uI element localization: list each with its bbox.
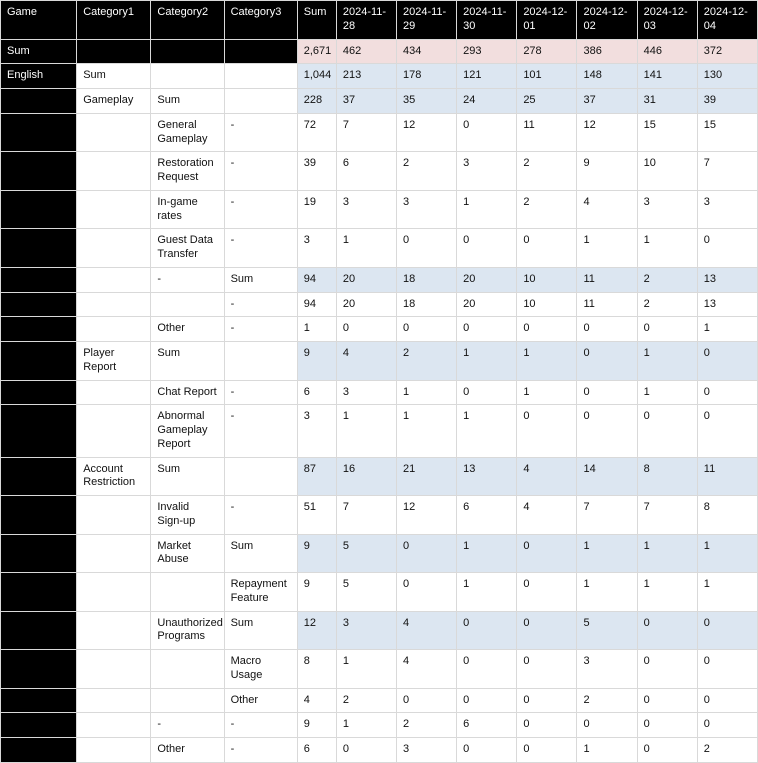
dimension-cell-4: Other bbox=[224, 688, 297, 713]
value-cell-day-6: 0 bbox=[637, 650, 697, 689]
value-cell-day-1: 7 bbox=[336, 496, 396, 535]
value-cell-sum: 9 bbox=[297, 534, 336, 573]
value-cell-day-5: 1 bbox=[577, 534, 637, 573]
dimension-cell-2 bbox=[77, 573, 151, 612]
table-row bbox=[1, 738, 758, 763]
value-cell-day-4: 101 bbox=[517, 64, 577, 89]
dimension-cell-2: Player Report bbox=[77, 342, 151, 381]
value-cell-day-6: 0 bbox=[637, 688, 697, 713]
dimension-cell-4: - bbox=[224, 405, 297, 457]
value-cell-day-1: 5 bbox=[336, 534, 396, 573]
value-cell-day-6: 2 bbox=[637, 292, 697, 317]
table-row bbox=[1, 650, 758, 689]
value-cell-day-4: 11 bbox=[517, 113, 577, 152]
value-cell-day-4: 25 bbox=[517, 89, 577, 114]
value-cell-day-7: 130 bbox=[697, 64, 757, 89]
value-cell-day-5: 14 bbox=[577, 457, 637, 496]
column-header-date-3[interactable]: 2024-11-30 bbox=[457, 1, 517, 40]
value-cell-sum: 39 bbox=[297, 152, 336, 191]
dimension-cell-3 bbox=[151, 573, 224, 612]
value-cell-day-4: 1 bbox=[517, 380, 577, 405]
table-row bbox=[1, 317, 758, 342]
dimension-cell-4: - bbox=[224, 113, 297, 152]
column-header-category1[interactable]: Category1 bbox=[77, 1, 151, 40]
value-cell-day-3: 0 bbox=[457, 688, 517, 713]
column-header-sum[interactable]: Sum bbox=[297, 1, 336, 40]
value-cell-day-5: 1 bbox=[577, 738, 637, 763]
value-cell-day-2: 21 bbox=[397, 457, 457, 496]
value-cell-sum: 1,044 bbox=[297, 64, 336, 89]
value-cell-day-7: 372 bbox=[697, 39, 757, 64]
value-cell-sum: 72 bbox=[297, 113, 336, 152]
value-cell-day-6: 1 bbox=[637, 573, 697, 612]
dimension-cell-4: - bbox=[224, 317, 297, 342]
dimension-cell-3: Sum bbox=[151, 457, 224, 496]
value-cell-day-1: 0 bbox=[336, 317, 396, 342]
value-cell-day-6: 7 bbox=[637, 496, 697, 535]
column-header-date-1[interactable]: 2024-11-28 bbox=[336, 1, 396, 40]
dimension-cell-2: Sum bbox=[77, 64, 151, 89]
value-cell-day-1: 6 bbox=[336, 152, 396, 191]
value-cell-day-3: 6 bbox=[457, 713, 517, 738]
value-cell-day-4: 2 bbox=[517, 190, 577, 229]
value-cell-sum: 19 bbox=[297, 190, 336, 229]
value-cell-day-7: 7 bbox=[697, 152, 757, 191]
value-cell-day-3: 24 bbox=[457, 89, 517, 114]
value-cell-day-1: 1 bbox=[336, 650, 396, 689]
dimension-cell-1 bbox=[1, 380, 77, 405]
dimension-cell-1 bbox=[1, 342, 77, 381]
value-cell-day-1: 20 bbox=[336, 267, 396, 292]
dimension-cell-4: Sum bbox=[224, 267, 297, 292]
value-cell-day-5: 0 bbox=[577, 317, 637, 342]
table-row bbox=[1, 457, 758, 496]
value-cell-day-3: 0 bbox=[457, 611, 517, 650]
value-cell-day-4: 0 bbox=[517, 573, 577, 612]
value-cell-sum: 12 bbox=[297, 611, 336, 650]
value-cell-day-2: 12 bbox=[397, 113, 457, 152]
dimension-cell-1 bbox=[1, 611, 77, 650]
value-cell-day-2: 18 bbox=[397, 267, 457, 292]
value-cell-day-4: 0 bbox=[517, 317, 577, 342]
value-cell-day-5: 5 bbox=[577, 611, 637, 650]
value-cell-day-5: 0 bbox=[577, 342, 637, 381]
dimension-cell-3 bbox=[151, 64, 224, 89]
dimension-cell-2 bbox=[77, 229, 151, 268]
value-cell-day-5: 386 bbox=[577, 39, 637, 64]
column-header-date-5[interactable]: 2024-12-02 bbox=[577, 1, 637, 40]
dimension-cell-2 bbox=[77, 292, 151, 317]
value-cell-day-7: 1 bbox=[697, 534, 757, 573]
value-cell-day-4: 278 bbox=[517, 39, 577, 64]
value-cell-sum: 3 bbox=[297, 405, 336, 457]
value-cell-day-6: 446 bbox=[637, 39, 697, 64]
value-cell-day-4: 0 bbox=[517, 534, 577, 573]
value-cell-day-1: 20 bbox=[336, 292, 396, 317]
value-cell-day-1: 0 bbox=[336, 738, 396, 763]
value-cell-day-1: 213 bbox=[336, 64, 396, 89]
value-cell-day-3: 1 bbox=[457, 573, 517, 612]
dimension-cell-2 bbox=[77, 380, 151, 405]
value-cell-day-6: 1 bbox=[637, 534, 697, 573]
dimension-cell-1 bbox=[1, 738, 77, 763]
dimension-cell-3 bbox=[151, 39, 224, 64]
value-cell-day-5: 1 bbox=[577, 573, 637, 612]
value-cell-day-6: 10 bbox=[637, 152, 697, 191]
value-cell-day-1: 1 bbox=[336, 229, 396, 268]
value-cell-day-7: 15 bbox=[697, 113, 757, 152]
dimension-cell-2 bbox=[77, 650, 151, 689]
dimension-cell-3: In-game rates bbox=[151, 190, 224, 229]
value-cell-day-4: 0 bbox=[517, 738, 577, 763]
value-cell-day-2: 0 bbox=[397, 573, 457, 612]
dimension-cell-4: Macro Usage bbox=[224, 650, 297, 689]
table-row bbox=[1, 713, 758, 738]
value-cell-day-2: 4 bbox=[397, 611, 457, 650]
dimension-cell-3: Guest Data Transfer bbox=[151, 229, 224, 268]
table-row bbox=[1, 89, 758, 114]
value-cell-day-6: 141 bbox=[637, 64, 697, 89]
value-cell-day-1: 462 bbox=[336, 39, 396, 64]
dimension-cell-2: Account Restriction bbox=[77, 457, 151, 496]
value-cell-day-7: 0 bbox=[697, 611, 757, 650]
dimension-cell-3: Sum bbox=[151, 342, 224, 381]
value-cell-day-3: 0 bbox=[457, 317, 517, 342]
value-cell-day-1: 5 bbox=[336, 573, 396, 612]
value-cell-sum: 94 bbox=[297, 267, 336, 292]
dimension-cell-2 bbox=[77, 267, 151, 292]
value-cell-day-4: 4 bbox=[517, 496, 577, 535]
dimension-cell-3: Chat Report bbox=[151, 380, 224, 405]
value-cell-day-4: 2 bbox=[517, 152, 577, 191]
dimension-cell-1 bbox=[1, 292, 77, 317]
value-cell-day-1: 37 bbox=[336, 89, 396, 114]
column-header-date-7[interactable]: 2024-12-04 bbox=[697, 1, 757, 40]
dimension-cell-1 bbox=[1, 457, 77, 496]
value-cell-day-4: 0 bbox=[517, 229, 577, 268]
dimension-cell-3: Restoration Request bbox=[151, 152, 224, 191]
dimension-cell-3: Market Abuse bbox=[151, 534, 224, 573]
dimension-cell-2: Gameplay bbox=[77, 89, 151, 114]
value-cell-day-2: 35 bbox=[397, 89, 457, 114]
dimension-cell-3: Other bbox=[151, 738, 224, 763]
value-cell-day-1: 2 bbox=[336, 688, 396, 713]
dimension-cell-2 bbox=[77, 152, 151, 191]
dimension-cell-1 bbox=[1, 229, 77, 268]
value-cell-sum: 6 bbox=[297, 738, 336, 763]
column-header-date-2[interactable]: 2024-11-29 bbox=[397, 1, 457, 40]
value-cell-day-5: 0 bbox=[577, 380, 637, 405]
dimension-cell-1 bbox=[1, 573, 77, 612]
value-cell-sum: 6 bbox=[297, 380, 336, 405]
value-cell-day-2: 1 bbox=[397, 380, 457, 405]
value-cell-day-6: 0 bbox=[637, 611, 697, 650]
value-cell-day-5: 11 bbox=[577, 267, 637, 292]
value-cell-day-3: 3 bbox=[457, 152, 517, 191]
value-cell-day-3: 13 bbox=[457, 457, 517, 496]
value-cell-day-1: 1 bbox=[336, 713, 396, 738]
dimension-cell-4: - bbox=[224, 380, 297, 405]
table-row bbox=[1, 64, 758, 89]
value-cell-day-6: 1 bbox=[637, 342, 697, 381]
value-cell-day-2: 4 bbox=[397, 650, 457, 689]
table-row bbox=[1, 496, 758, 535]
value-cell-day-2: 0 bbox=[397, 688, 457, 713]
value-cell-day-3: 0 bbox=[457, 738, 517, 763]
dimension-cell-2 bbox=[77, 405, 151, 457]
value-cell-day-3: 293 bbox=[457, 39, 517, 64]
column-header-date-6[interactable]: 2024-12-03 bbox=[637, 1, 697, 40]
value-cell-day-2: 12 bbox=[397, 496, 457, 535]
value-cell-day-2: 2 bbox=[397, 713, 457, 738]
value-cell-day-4: 0 bbox=[517, 713, 577, 738]
value-cell-day-2: 0 bbox=[397, 317, 457, 342]
value-cell-day-6: 0 bbox=[637, 405, 697, 457]
table-row bbox=[1, 573, 758, 612]
dimension-cell-4: - bbox=[224, 152, 297, 191]
value-cell-day-5: 2 bbox=[577, 688, 637, 713]
value-cell-day-7: 39 bbox=[697, 89, 757, 114]
dimension-cell-2 bbox=[77, 113, 151, 152]
value-cell-sum: 94 bbox=[297, 292, 336, 317]
value-cell-day-3: 0 bbox=[457, 650, 517, 689]
table-row bbox=[1, 380, 758, 405]
dimension-cell-4 bbox=[224, 39, 297, 64]
value-cell-day-3: 1 bbox=[457, 534, 517, 573]
value-cell-day-5: 3 bbox=[577, 650, 637, 689]
value-cell-day-4: 1 bbox=[517, 342, 577, 381]
value-cell-day-5: 37 bbox=[577, 89, 637, 114]
header-row bbox=[1, 1, 758, 40]
dimension-cell-3 bbox=[151, 650, 224, 689]
value-cell-day-3: 1 bbox=[457, 405, 517, 457]
value-cell-day-7: 2 bbox=[697, 738, 757, 763]
dimension-cell-2 bbox=[77, 39, 151, 64]
column-header-category3[interactable]: Category3 bbox=[224, 1, 297, 40]
value-cell-sum: 4 bbox=[297, 688, 336, 713]
dimension-cell-4: Sum bbox=[224, 534, 297, 573]
table-body bbox=[1, 39, 758, 762]
dimension-cell-1 bbox=[1, 317, 77, 342]
column-header-category2[interactable]: Category2 bbox=[151, 1, 224, 40]
dimension-cell-1 bbox=[1, 405, 77, 457]
dimension-cell-1 bbox=[1, 496, 77, 535]
value-cell-day-7: 1 bbox=[697, 573, 757, 612]
dimension-cell-4: - bbox=[224, 229, 297, 268]
value-cell-day-1: 1 bbox=[336, 405, 396, 457]
table-header bbox=[1, 1, 758, 40]
table-row bbox=[1, 267, 758, 292]
value-cell-day-1: 16 bbox=[336, 457, 396, 496]
value-cell-day-2: 18 bbox=[397, 292, 457, 317]
value-cell-day-4: 10 bbox=[517, 267, 577, 292]
dimension-cell-4: - bbox=[224, 713, 297, 738]
value-cell-day-5: 11 bbox=[577, 292, 637, 317]
dimension-cell-3: - bbox=[151, 267, 224, 292]
table-row bbox=[1, 190, 758, 229]
value-cell-day-1: 7 bbox=[336, 113, 396, 152]
table-row bbox=[1, 152, 758, 191]
value-cell-day-2: 0 bbox=[397, 229, 457, 268]
value-cell-sum: 9 bbox=[297, 573, 336, 612]
dimension-cell-2 bbox=[77, 534, 151, 573]
value-cell-day-6: 15 bbox=[637, 113, 697, 152]
value-cell-day-3: 1 bbox=[457, 190, 517, 229]
dimension-cell-1 bbox=[1, 534, 77, 573]
dimension-cell-3: Invalid Sign-up bbox=[151, 496, 224, 535]
dimension-cell-4: - bbox=[224, 496, 297, 535]
value-cell-day-2: 1 bbox=[397, 405, 457, 457]
dimension-cell-4 bbox=[224, 89, 297, 114]
value-cell-day-3: 121 bbox=[457, 64, 517, 89]
dimension-cell-1 bbox=[1, 267, 77, 292]
value-cell-day-7: 0 bbox=[697, 229, 757, 268]
value-cell-day-4: 0 bbox=[517, 688, 577, 713]
value-cell-day-6: 1 bbox=[637, 229, 697, 268]
dimension-cell-1: English bbox=[1, 64, 77, 89]
dimension-cell-4: - bbox=[224, 292, 297, 317]
value-cell-day-7: 0 bbox=[697, 650, 757, 689]
dimension-cell-2 bbox=[77, 317, 151, 342]
dimension-cell-4: Repayment Feature bbox=[224, 573, 297, 612]
value-cell-day-7: 0 bbox=[697, 342, 757, 381]
table-row bbox=[1, 405, 758, 457]
dimension-cell-1 bbox=[1, 190, 77, 229]
dimension-cell-2 bbox=[77, 611, 151, 650]
value-cell-day-1: 3 bbox=[336, 611, 396, 650]
value-cell-day-7: 8 bbox=[697, 496, 757, 535]
value-cell-day-7: 0 bbox=[697, 713, 757, 738]
value-cell-day-1: 3 bbox=[336, 380, 396, 405]
value-cell-day-6: 0 bbox=[637, 738, 697, 763]
value-cell-day-4: 0 bbox=[517, 650, 577, 689]
value-cell-day-6: 2 bbox=[637, 267, 697, 292]
value-cell-day-7: 1 bbox=[697, 317, 757, 342]
value-cell-sum: 9 bbox=[297, 713, 336, 738]
dimension-cell-2 bbox=[77, 713, 151, 738]
value-cell-day-3: 20 bbox=[457, 292, 517, 317]
dimension-cell-4: - bbox=[224, 190, 297, 229]
value-cell-sum: 9 bbox=[297, 342, 336, 381]
value-cell-day-5: 9 bbox=[577, 152, 637, 191]
dimension-cell-2 bbox=[77, 190, 151, 229]
value-cell-day-6: 8 bbox=[637, 457, 697, 496]
value-cell-day-2: 434 bbox=[397, 39, 457, 64]
dimension-cell-1 bbox=[1, 89, 77, 114]
dimension-cell-4 bbox=[224, 457, 297, 496]
value-cell-day-3: 1 bbox=[457, 342, 517, 381]
value-cell-day-5: 7 bbox=[577, 496, 637, 535]
dimension-cell-1 bbox=[1, 152, 77, 191]
value-cell-day-7: 11 bbox=[697, 457, 757, 496]
value-cell-day-4: 0 bbox=[517, 405, 577, 457]
column-header-game[interactable]: Game bbox=[1, 1, 77, 40]
value-cell-day-7: 0 bbox=[697, 380, 757, 405]
dimension-cell-4 bbox=[224, 342, 297, 381]
dimension-cell-3: - bbox=[151, 713, 224, 738]
value-cell-day-7: 13 bbox=[697, 292, 757, 317]
value-cell-day-4: 4 bbox=[517, 457, 577, 496]
value-cell-day-3: 0 bbox=[457, 113, 517, 152]
dimension-cell-3: General Gameplay bbox=[151, 113, 224, 152]
value-cell-day-2: 3 bbox=[397, 190, 457, 229]
dimension-cell-1 bbox=[1, 713, 77, 738]
value-cell-day-6: 0 bbox=[637, 317, 697, 342]
value-cell-day-2: 3 bbox=[397, 738, 457, 763]
dimension-cell-3: Sum bbox=[151, 89, 224, 114]
dimension-cell-2 bbox=[77, 496, 151, 535]
dimension-cell-3 bbox=[151, 292, 224, 317]
value-cell-day-6: 1 bbox=[637, 380, 697, 405]
table-row bbox=[1, 534, 758, 573]
value-cell-day-3: 0 bbox=[457, 380, 517, 405]
value-cell-day-3: 0 bbox=[457, 229, 517, 268]
value-cell-sum: 51 bbox=[297, 496, 336, 535]
dimension-cell-1 bbox=[1, 113, 77, 152]
value-cell-day-1: 4 bbox=[336, 342, 396, 381]
value-cell-day-7: 3 bbox=[697, 190, 757, 229]
value-cell-day-3: 20 bbox=[457, 267, 517, 292]
value-cell-day-4: 10 bbox=[517, 292, 577, 317]
table-row bbox=[1, 611, 758, 650]
dimension-cell-4 bbox=[224, 64, 297, 89]
value-cell-day-5: 12 bbox=[577, 113, 637, 152]
value-cell-day-5: 0 bbox=[577, 713, 637, 738]
value-cell-day-4: 0 bbox=[517, 611, 577, 650]
value-cell-day-5: 0 bbox=[577, 405, 637, 457]
value-cell-day-6: 31 bbox=[637, 89, 697, 114]
dimension-cell-1 bbox=[1, 650, 77, 689]
table-row bbox=[1, 292, 758, 317]
value-cell-day-2: 2 bbox=[397, 152, 457, 191]
value-cell-sum: 87 bbox=[297, 457, 336, 496]
dimension-cell-4: - bbox=[224, 738, 297, 763]
table-row bbox=[1, 229, 758, 268]
value-cell-day-5: 148 bbox=[577, 64, 637, 89]
value-cell-day-1: 3 bbox=[336, 190, 396, 229]
dimension-cell-3: Abnormal Gameplay Report bbox=[151, 405, 224, 457]
value-cell-day-2: 178 bbox=[397, 64, 457, 89]
value-cell-sum: 8 bbox=[297, 650, 336, 689]
value-cell-day-5: 4 bbox=[577, 190, 637, 229]
value-cell-sum: 2,671 bbox=[297, 39, 336, 64]
value-cell-day-7: 0 bbox=[697, 688, 757, 713]
value-cell-day-3: 6 bbox=[457, 496, 517, 535]
dimension-cell-3: Unauthorized Programs bbox=[151, 611, 224, 650]
value-cell-sum: 1 bbox=[297, 317, 336, 342]
dimension-cell-1: Sum bbox=[1, 39, 77, 64]
value-cell-day-5: 1 bbox=[577, 229, 637, 268]
table-row bbox=[1, 113, 758, 152]
dimension-cell-3: Other bbox=[151, 317, 224, 342]
value-cell-day-7: 13 bbox=[697, 267, 757, 292]
value-cell-sum: 228 bbox=[297, 89, 336, 114]
value-cell-day-2: 0 bbox=[397, 534, 457, 573]
dimension-cell-2 bbox=[77, 738, 151, 763]
value-cell-day-6: 3 bbox=[637, 190, 697, 229]
dimension-cell-4: Sum bbox=[224, 611, 297, 650]
value-cell-day-7: 0 bbox=[697, 405, 757, 457]
value-cell-sum: 3 bbox=[297, 229, 336, 268]
value-cell-day-2: 2 bbox=[397, 342, 457, 381]
value-cell-day-6: 0 bbox=[637, 713, 697, 738]
table-row bbox=[1, 342, 758, 381]
table-row bbox=[1, 39, 758, 64]
column-header-date-4[interactable]: 2024-12-01 bbox=[517, 1, 577, 40]
